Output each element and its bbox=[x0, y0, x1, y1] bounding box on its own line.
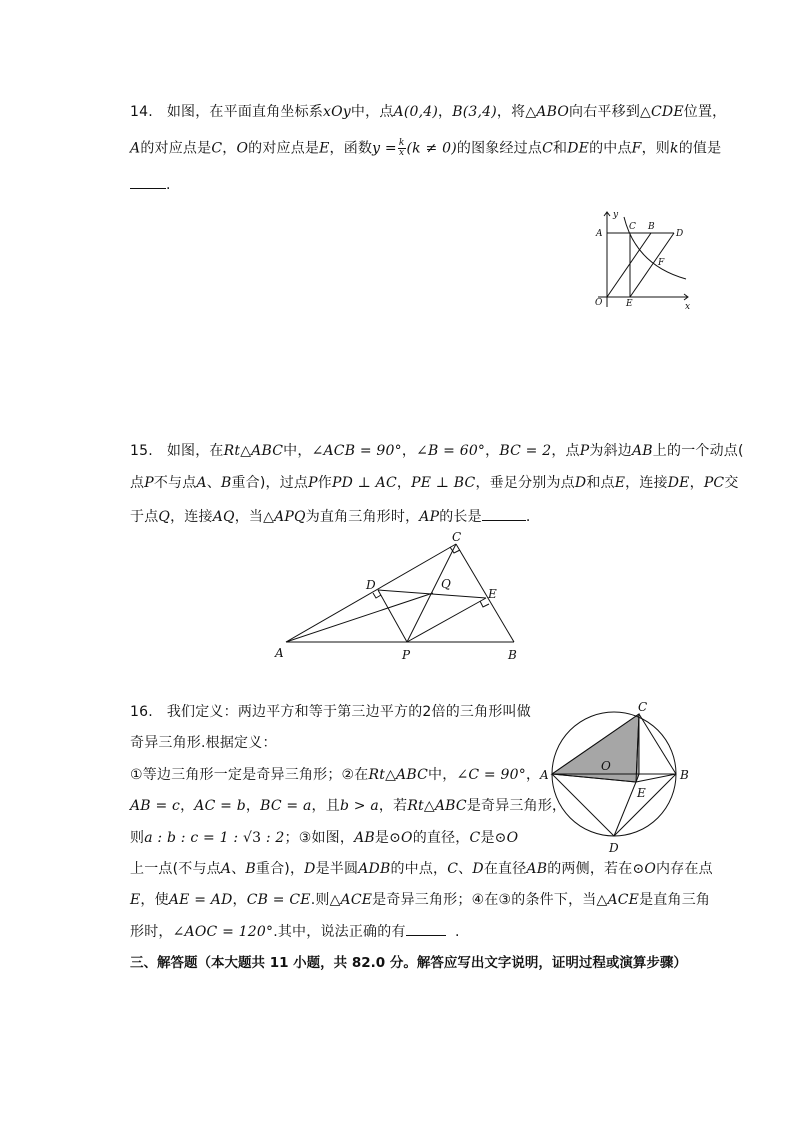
label-B: B bbox=[680, 768, 689, 782]
right-angle-E bbox=[480, 601, 489, 607]
label-F: F bbox=[658, 258, 665, 268]
q14-figure bbox=[590, 207, 700, 312]
q15-number: 15. bbox=[130, 443, 153, 459]
q14-line1: 14. 如图，在平面直角坐标系xOy中，点A(0,4)，B(3,4)，将△ABO向右平移到△CDE位置， bbox=[130, 104, 727, 120]
label-A: A bbox=[540, 768, 549, 782]
segment-EB bbox=[636, 774, 676, 782]
q14-line3: . bbox=[130, 174, 171, 194]
answer-blank bbox=[130, 174, 166, 189]
label-C: C bbox=[452, 530, 462, 544]
q16-line7: E，使AE = AD，CB = CE.则△ACE是奇异三角形；④在③的条件下，当△ACE是直角三角 bbox=[130, 892, 711, 908]
q16-line5: 则a : b : c = 1 : √3 : 2；③如图，AB是⊙O的直径，C是⊙O bbox=[130, 830, 519, 846]
label-Q: Q bbox=[441, 577, 451, 591]
segment-DE bbox=[630, 233, 674, 297]
q16-line4: AB = c，AC = b，BC = a，且b > a，若Rt△ABC是奇异三角形， bbox=[130, 798, 567, 814]
q16-line3: ①等边三角形一定是奇异三角形；②在Rt△ABC中，∠C = 90°， bbox=[130, 767, 541, 783]
answer-blank bbox=[482, 506, 526, 521]
label-O: O bbox=[601, 759, 611, 773]
q16-number: 16. bbox=[130, 704, 153, 720]
label-A: A bbox=[596, 229, 603, 239]
label-C: C bbox=[629, 222, 636, 232]
label-D: D bbox=[366, 578, 376, 592]
segment-CB bbox=[639, 714, 676, 774]
q16-line6: 上一点(不与点A、B重合)，D是半圆ADB的中点，C、D在直径AB的两侧，若在⊙O内存在点 bbox=[130, 861, 713, 877]
fraction-k-over-x: $\frac{k}{x}$ bbox=[398, 138, 405, 158]
q14-number: 14. bbox=[130, 104, 153, 120]
label-E: E bbox=[637, 786, 646, 800]
segment-DB bbox=[614, 774, 676, 836]
q15-figure bbox=[270, 527, 530, 667]
q16-line2: 奇异三角形.根据定义： bbox=[130, 735, 277, 751]
label-D: D bbox=[609, 841, 619, 855]
q16-figure bbox=[538, 700, 698, 858]
label-B: B bbox=[508, 648, 517, 662]
section-header: 三、解答题（本大题共 11 小题，共 82.0 分。解答应写出文字说明，证明过程或演算步骤） bbox=[130, 955, 687, 971]
segment-AD bbox=[552, 774, 614, 836]
segment-PE bbox=[407, 598, 486, 642]
q15-line1: 15. 如图，在Rt△ABC中，∠ACB = 90°，∠B = 60°，BC = 2，点P为斜边AB上的一个动点( bbox=[130, 443, 744, 459]
label-A: A bbox=[275, 646, 284, 660]
label-B: B bbox=[648, 222, 655, 232]
label-y: y bbox=[613, 210, 619, 220]
segment-ED bbox=[614, 782, 636, 836]
label-E: E bbox=[488, 587, 497, 601]
label-C: C bbox=[638, 700, 648, 714]
label-D: D bbox=[676, 229, 684, 239]
segment-AC bbox=[286, 544, 456, 642]
q16-line8: 形时，∠AOC = 120°.其中，说法正确的有 . bbox=[130, 921, 460, 941]
label-O: O bbox=[595, 298, 603, 308]
q14-line2: A的对应点是C，O的对应点是E，函数y = $\frac{k}{x}$ (k ≠ 0)的图象经过点C和DE的中点F，则k的值是 bbox=[130, 138, 722, 158]
segment-PD bbox=[378, 590, 407, 642]
q16-line1: 16. 我们定义：两边平方和等于第三边平方的2倍的三角形叫做 bbox=[130, 704, 531, 720]
segment-CB bbox=[456, 544, 514, 642]
q15-line2: 点P不与点A、B重合)，过点P作PD ⊥ AC，PE ⊥ BC，垂足分别为点D和点E，连接DE，PC交 bbox=[130, 475, 739, 491]
label-x: x bbox=[685, 302, 691, 312]
label-P: P bbox=[402, 648, 411, 662]
q15-line3: 于点Q，连接AQ，当△APQ为直角三角形时，AP的长是 . bbox=[130, 506, 531, 526]
segment-BO bbox=[607, 233, 651, 297]
label-E: E bbox=[626, 299, 633, 309]
answer-blank bbox=[406, 921, 446, 936]
